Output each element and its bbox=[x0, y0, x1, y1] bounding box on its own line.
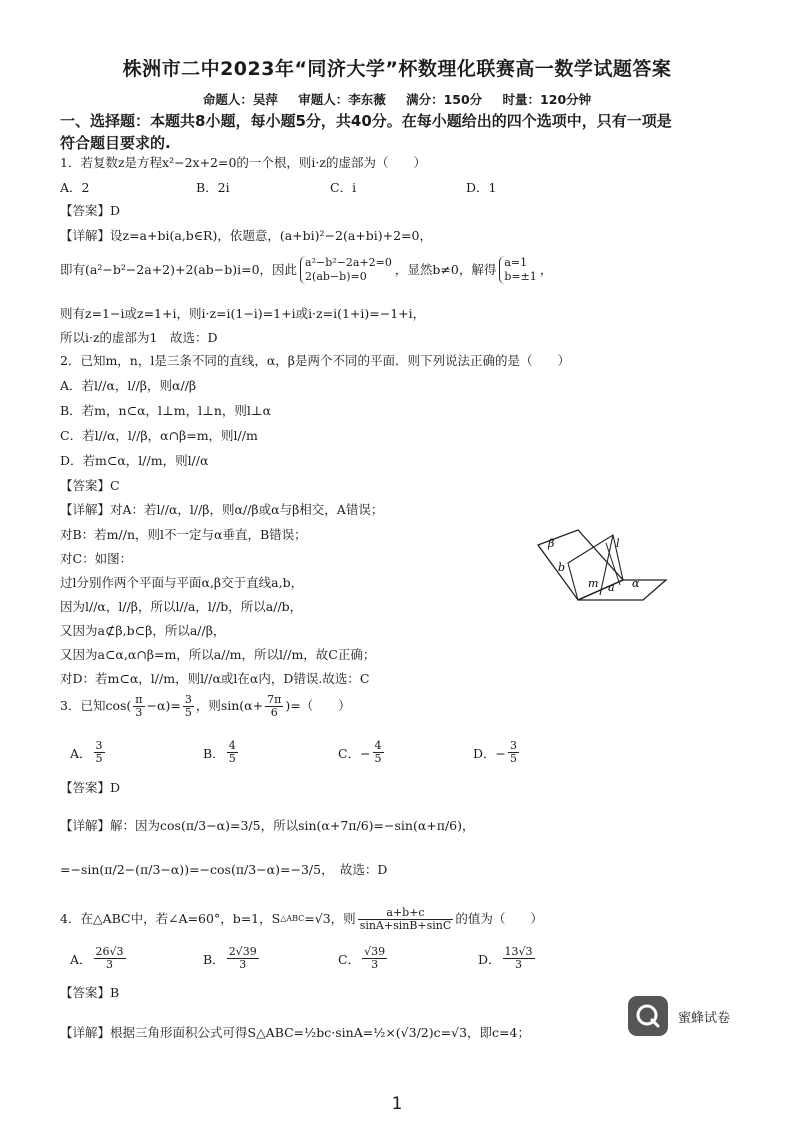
q3-opt-b-den: 5 bbox=[228, 752, 236, 765]
q1-answer: 【答案】D bbox=[60, 203, 121, 218]
q4-stem-c: 的值为（ ） bbox=[455, 911, 543, 926]
q2-detail-7: 又因为a⊂α,α∩β=m，所以a//m，所以l//m，故C正确； bbox=[60, 647, 376, 662]
q4-opt-b-den: 3 bbox=[239, 958, 247, 971]
q3-opt-b-label: B． bbox=[203, 745, 225, 761]
q4-opt-a-num: 26√3 bbox=[95, 945, 124, 958]
section-heading-line1: 一、选择题：本题共8小题，每小题5分，共40分。在每小题给出的四个选项中，只有一项是 bbox=[60, 112, 672, 130]
q4-frac-num: a+b+c bbox=[358, 907, 454, 920]
q2-detail-1: 【详解】对A：若l//α，l//β，则α//β或α与β相交，A错误； bbox=[60, 502, 384, 517]
q3-opt-a-label: A． bbox=[70, 745, 92, 761]
q3-opt-d-label: D．− bbox=[473, 745, 506, 761]
q2-detail-8: 对D：若m⊂α，l//m，则l//α或l在α内，D错误.故选：C bbox=[60, 671, 370, 686]
watermark-text: 蜜蜂试卷 bbox=[678, 1010, 731, 1026]
q4-opt-d-frac bbox=[503, 946, 535, 971]
page-number: 1 bbox=[391, 1094, 403, 1114]
q3-opt-b-frac bbox=[227, 740, 238, 765]
q4-option-d bbox=[478, 946, 537, 971]
q1-detail-2c: ， bbox=[539, 262, 553, 277]
q3-frac3-num: 7π bbox=[267, 692, 282, 706]
q1-solution-system bbox=[499, 256, 536, 284]
q3-frac-7pi-6 bbox=[265, 694, 283, 719]
q3-opt-c-frac bbox=[373, 740, 384, 765]
q3-opt-a-num: 3 bbox=[95, 739, 103, 752]
q4-opt-b-frac bbox=[227, 946, 259, 971]
q4-opt-d-label: D． bbox=[478, 951, 501, 967]
q2-option-c: C．若l//α，l//β，α∩β=m，则l//m bbox=[60, 428, 258, 443]
label-b: b bbox=[558, 561, 566, 574]
q3-opt-d-den: 5 bbox=[510, 752, 517, 765]
q3-stem-b: ，则sin(α+ bbox=[195, 698, 264, 713]
q1-system-eq2: 2(ab−b)=0 bbox=[305, 270, 367, 283]
q3-paren-close: −α) bbox=[146, 698, 171, 713]
q3-answer: 【答案】D bbox=[60, 780, 121, 795]
q1-stem: 1．若复数z是方程x²−2x+2=0的一个根，则i·z的虚部为（ ） bbox=[60, 155, 426, 170]
q1-detail-1: 【详解】设z=a+bi(a,b∈R)，依题意，(a+bi)²−2(a+bi)+2=0， bbox=[60, 228, 432, 243]
label-l: l bbox=[616, 537, 620, 550]
q2-detail-6: 又因为a⊄β,b⊂β，所以a//β， bbox=[60, 623, 226, 638]
q2-detail-3: 对C：如图： bbox=[60, 551, 133, 566]
q1-option-b: B．2i bbox=[196, 180, 230, 195]
q3-opt-c-den: 5 bbox=[374, 752, 382, 765]
q1-detail-3: 则有z=1−i或z=1+i，则i·z=i(1−i)=1+i或i·z=i(1+i)=−1+i， bbox=[60, 306, 426, 321]
q3-frac3-den: 6 bbox=[270, 705, 278, 719]
q1-detail-2 bbox=[60, 256, 552, 284]
section-heading-line2: 符合题目要求的. bbox=[60, 134, 171, 152]
q4-opt-a-label: A． bbox=[70, 951, 92, 967]
q4-opt-d-den: 3 bbox=[515, 958, 523, 971]
setter: 命题人：吴萍 bbox=[202, 92, 278, 107]
q1-option-a: A．2 bbox=[60, 180, 90, 195]
q4-stem-frac bbox=[358, 907, 454, 932]
q4-opt-c-num: √39 bbox=[364, 945, 386, 958]
q3-opt-a-frac bbox=[94, 740, 105, 765]
q3-detail-1: 【详解】解：因为cos(π/3−α)=3/5，所以sin(α+7π/6)=−sin(α+π/6)， bbox=[60, 818, 475, 833]
q4-frac-den: sinA+sinB+sinC bbox=[359, 918, 452, 932]
q2-option-a: A．若l//α，l//β，则α//β bbox=[60, 378, 197, 393]
q4-answer: 【答案】B bbox=[60, 985, 120, 1000]
q3-stem-c: )=（ ） bbox=[285, 698, 351, 713]
time-limit: 时量：120分钟 bbox=[502, 92, 592, 107]
q2-option-b: B．若m，n⊂α，l⊥m，l⊥n，则l⊥α bbox=[60, 403, 272, 418]
label-beta: β bbox=[548, 537, 555, 550]
q4-opt-a-den: 3 bbox=[106, 958, 114, 971]
q3-opt-c-num: 4 bbox=[374, 739, 382, 752]
q3-opt-b-num: 4 bbox=[228, 739, 236, 752]
q4-opt-d-num: 13√3 bbox=[504, 945, 533, 958]
exam-info bbox=[0, 90, 794, 108]
q3-frac1-den: 3 bbox=[135, 705, 143, 719]
q3-detail-2: =−sin(π/2−(π/3−α))=−cos(π/3−α)=−3/5， 故选：D bbox=[60, 862, 388, 877]
q4-option-c bbox=[338, 946, 389, 971]
q4-opt-b-label: B． bbox=[203, 951, 225, 967]
label-a: a bbox=[608, 581, 615, 594]
page-title: 株洲市二中2023年“同济大学”杯数理化联赛高一数学试题答案 bbox=[122, 58, 672, 80]
bee-logo-icon bbox=[628, 996, 668, 1036]
q3-frac-3-5 bbox=[183, 694, 194, 719]
q1-detail-4: 所以i·z的虚部为1 故选：D bbox=[60, 330, 218, 345]
q4-stem-b: =√3，则 bbox=[304, 911, 356, 926]
q4-option-a bbox=[70, 946, 128, 971]
q4-stem-sub: △ABC bbox=[280, 914, 305, 923]
q1-option-c: C．i bbox=[330, 180, 357, 195]
q3-option-a bbox=[70, 740, 107, 765]
q3-opt-c-label: C．− bbox=[338, 745, 371, 761]
q3-frac2-num: 3 bbox=[184, 692, 192, 706]
q2-detail-2: 对B：若m//n，则l不一定与α垂直，B错误； bbox=[60, 527, 307, 542]
auxiliary-plane-outline bbox=[568, 535, 623, 600]
q4-stem-a: 4．在△ABC中，若∠A=60°，b=1，S bbox=[60, 911, 281, 926]
q3-frac1-num: π bbox=[135, 692, 143, 706]
q1-solution-b: b=±1 bbox=[504, 270, 537, 283]
q4-option-b bbox=[203, 946, 261, 971]
q3-frac-pi-3 bbox=[133, 694, 144, 719]
q4-opt-a-frac bbox=[94, 946, 126, 971]
label-alpha: α bbox=[632, 577, 640, 590]
planes-figure bbox=[528, 525, 668, 605]
q4-opt-c-frac bbox=[362, 946, 387, 971]
q3-option-d bbox=[473, 740, 521, 765]
q1-detail-2b: ，显然b≠0，解得 bbox=[394, 262, 497, 277]
q4-stem bbox=[60, 904, 543, 934]
q3-frac2-den: 5 bbox=[184, 705, 192, 719]
q4-opt-c-den: 3 bbox=[371, 958, 379, 971]
q3-option-c bbox=[338, 740, 386, 765]
label-m: m bbox=[588, 577, 599, 590]
q3-opt-d-frac bbox=[508, 740, 519, 765]
q3-equals: = bbox=[170, 698, 181, 713]
q4-opt-c-label: C． bbox=[338, 951, 361, 967]
q2-option-d: D．若m⊂α，l//m，则l//α bbox=[60, 453, 209, 468]
q3-paren-open: ( bbox=[126, 698, 132, 713]
q3-opt-d-num: 3 bbox=[510, 739, 517, 752]
q3-option-b bbox=[203, 740, 240, 765]
q2-answer: 【答案】C bbox=[60, 478, 120, 493]
q4-detail-1: 【详解】根据三角形面积公式可得S△ABC=½bc·sinA=½×(√3/2)c=√3，即c=4； bbox=[60, 1025, 530, 1040]
q1-detail-2a: 即有(a²−b²−2a+2)+2(ab−b)i=0，因此 bbox=[60, 262, 298, 277]
q3-stem-a: 3．已知cos bbox=[60, 698, 127, 713]
q2-detail-5: 因为l//α，l//β，所以l//a，l//b，所以a//b， bbox=[60, 599, 303, 614]
bee-logo-svg bbox=[635, 1003, 661, 1029]
q1-option-d: D．1 bbox=[466, 180, 497, 195]
q3-opt-a-den: 5 bbox=[95, 752, 103, 765]
q1-system-eq1: a²−b²−2a+2=0 bbox=[305, 256, 392, 269]
watermark bbox=[628, 996, 730, 1036]
q1-equation-system bbox=[300, 256, 392, 284]
q4-opt-b-num: 2√39 bbox=[228, 945, 257, 958]
q2-detail-4: 过l分别作两个平面与平面α,β交于直线a,b， bbox=[60, 575, 304, 590]
q2-stem: 2．已知m，n，l是三条不同的直线，α，β是两个不同的平面．则下列说法正确的是（ ） bbox=[60, 353, 571, 368]
reviewer: 审题人：李东薇 bbox=[298, 92, 386, 107]
q3-stem bbox=[60, 692, 351, 720]
q1-solution-a: a=1 bbox=[504, 256, 528, 269]
full-score: 满分：150分 bbox=[406, 92, 483, 107]
